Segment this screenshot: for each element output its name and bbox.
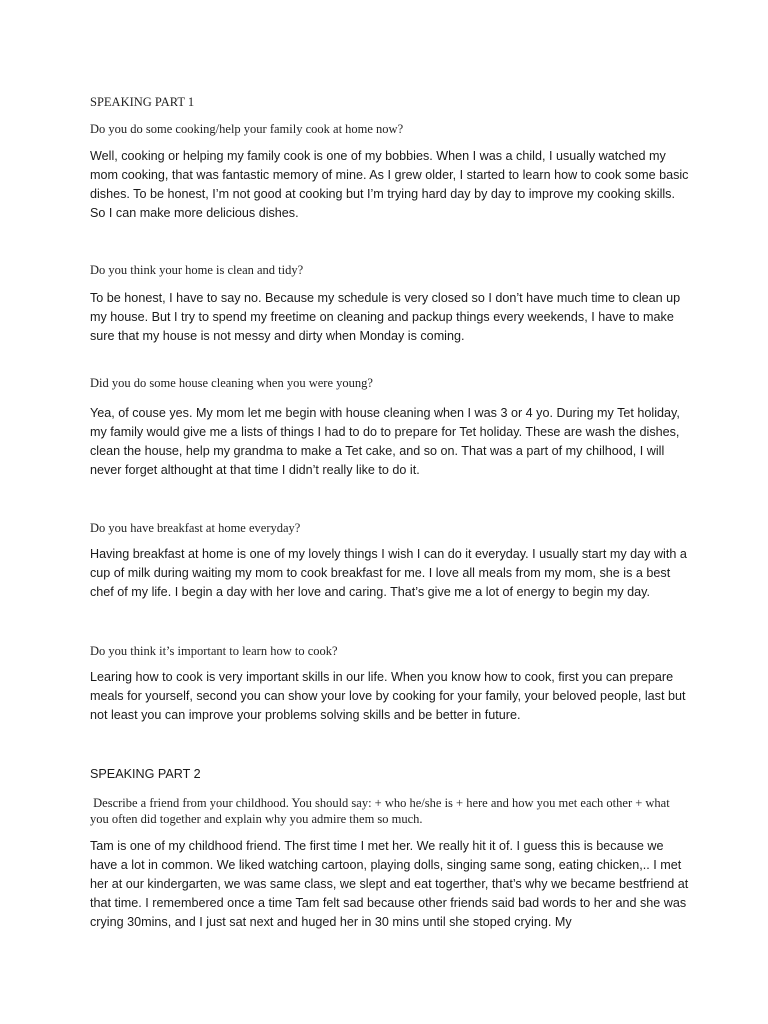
question-4: Do you have breakfast at home everyday? — [90, 521, 301, 535]
question-1: Do you do some cooking/help your family cook at home now? — [90, 122, 404, 136]
part2-prompt: Describe a friend from your childhood. You should say: + who he/she is + here and how you met each other + what you often did together and explain why you admire them so much. — [90, 796, 673, 826]
part2-heading: SPEAKING PART 2 — [90, 767, 201, 781]
answer-5: Learing how to cook is very important skills in our life. When you know how to cook, first you can prepare meals for yourself, second you can show your love by cooking for your family, your beloved people, last but not least you can improve your problems solving skills and be better in future. — [90, 670, 686, 722]
part2-answer: Tam is one of my childhood friend. The first time I met her. We really hit it of. I guess this is because we have a lot in common. We liked watching cartoon, playing dolls, singing same song, eating chicken,.. I met her at our kindergarten, we was same class, we slept and eat togerther, that’s why we became bestfriend at that time. I remembered once a time Tam felt sad because other friends said bad words to her and she was crying 30mins, and I just sat next and huged her in 30 mins until she stoped crying. My — [90, 839, 689, 929]
answer-4: Having breakfast at home is one of my lovely things I wish I can do it everyday. I usually start my day with a cup of milk during waiting my mom to cook breakfast for me. I love all meals from my mom, she is a best chef of my life. I begin a day with her love and caring. That’s give me a lot of energy to begin my day. — [90, 547, 687, 599]
answer-1: Well, cooking or helping my family cook is one of my bobbies. When I was a child, I usually watched my mom cooking, that was fantastic memory of mine. As I grew older, I started to learn how to cook some basic dishes. To be honest, I’m not good at cooking but I’m trying hard day by day to improve my cooking skills. So I can make more delicious dishes. — [90, 149, 689, 220]
question-2: Do you think your home is clean and tidy? — [90, 263, 304, 277]
answer-2: To be honest, I have to say no. Because my schedule is very closed so I don’t have much time to clean up my house. But I try to spend my freetime on cleaning and packup things every weekends, I have to make sure that my house is not messy and dirty when Monday is coming. — [90, 291, 681, 343]
part1-heading: SPEAKING PART 1 — [90, 95, 195, 109]
question-5: Do you think it’s important to learn how to cook? — [90, 644, 338, 658]
answer-3: Yea, of couse yes. My mom let me begin with house cleaning when I was 3 or 4 yo. During my Tet holiday, my family would give me a lists of things I had to do to prepare for Tet holiday. These are wash the dishes, clean the house, help my grandma to make a Tet cake, and so on. That was a part of my chilhood, I will never forget althought at that time I didn’t really like to do it. — [90, 406, 680, 477]
question-3: Did you do some house cleaning when you were young? — [90, 376, 373, 390]
